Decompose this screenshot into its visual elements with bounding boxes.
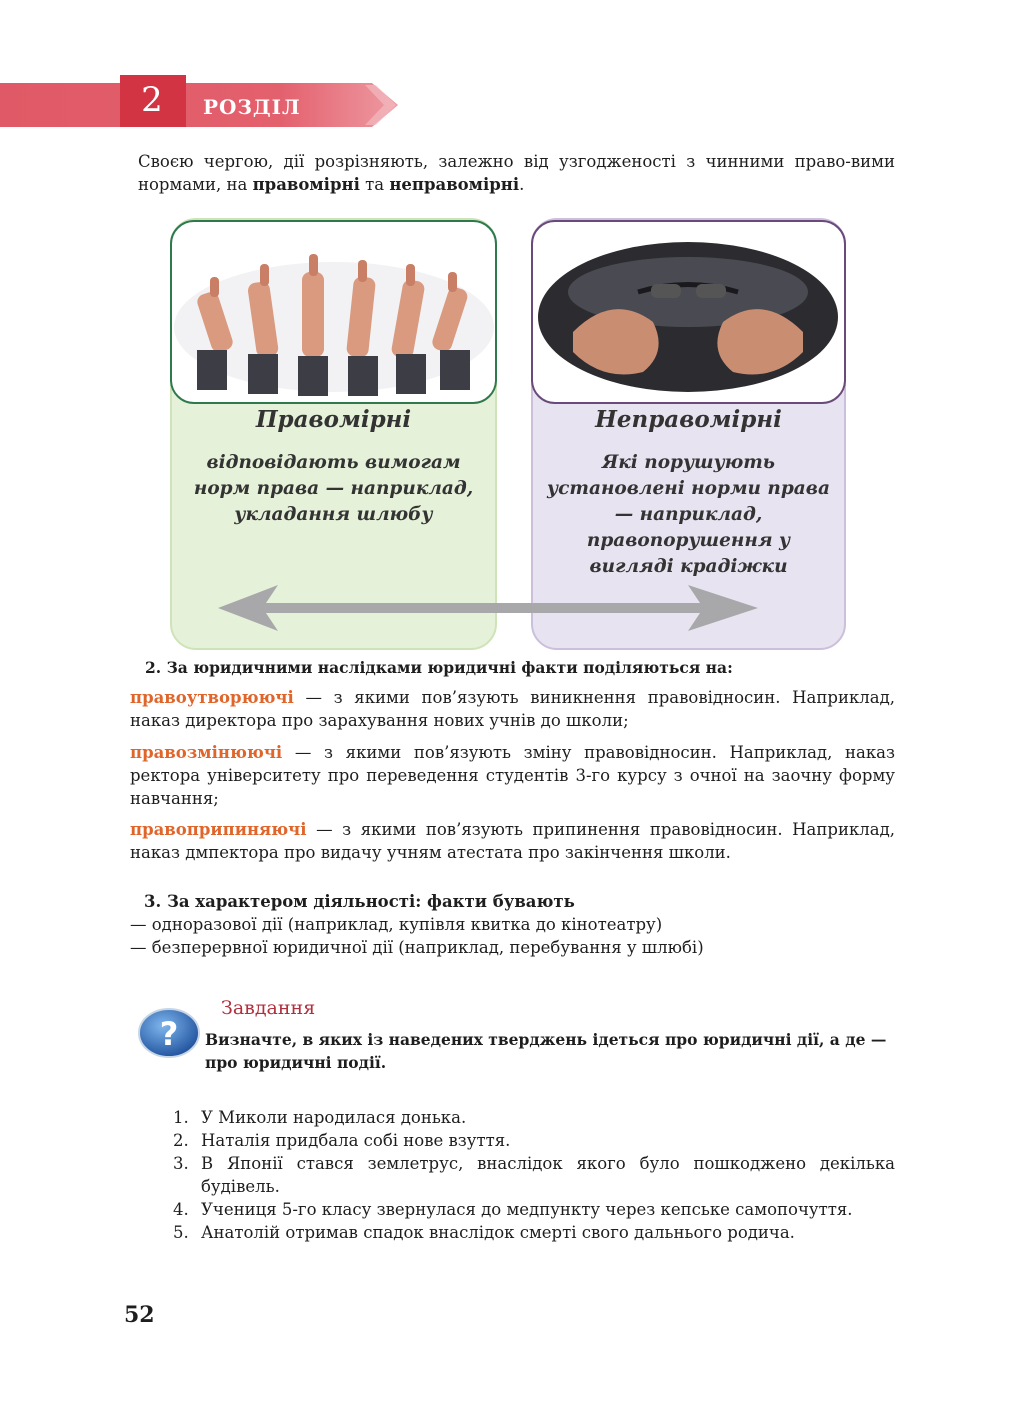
lawful-description: відповідають вимогам норм права — наприклад, укладання шлюбу xyxy=(193,452,474,525)
unlawful-description: Які порушують установлені норми права — наприклад, правопорушення у вигляді крадіжки xyxy=(547,452,830,577)
section2-item-3: правоприпиняючі — з якими пов’язують припинення правовідносин. Наприклад, наказ дмпектора про видачу учням атестата про закінчення школи. xyxy=(130,820,895,862)
list-item: 1. У Миколи народилася донька. xyxy=(173,1108,467,1127)
list-item: 4. Учениця 5-го класу звернулася до медпункту через кепське самопочуття. xyxy=(173,1200,853,1219)
chapter-band xyxy=(0,75,398,127)
section3-line-1: — одноразової дії (наприклад, купівля квитка до кінотеатру) xyxy=(130,915,663,934)
svg-text:?: ? xyxy=(159,1015,179,1053)
chapter-number: 2 xyxy=(141,80,163,120)
thumbs-up-image xyxy=(170,220,497,404)
list-item: 3. В Японії стався землетрус, внаслідок якого було пошкоджено декілька будівель. xyxy=(173,1154,895,1196)
section2-item-2: правозмінюючі — з якими пов’язують зміну правовідносин. Наприклад, наказ ректора університету про переведення студентів 3-го курсу з очної на заочну форму навчання; xyxy=(130,743,895,808)
section2-heading: 2. За юридичними наслідками юридичні факти поділяються на: xyxy=(145,658,733,677)
term-lawful: правомірні xyxy=(252,175,360,194)
handcuffs-image xyxy=(531,220,846,404)
page-number: 52 xyxy=(124,1302,155,1328)
chapter-label: РОЗДІЛ xyxy=(203,95,301,119)
task-list xyxy=(173,1106,895,1244)
section3 xyxy=(130,890,900,959)
intro-paragraph: Своєю чергою, дії розрізняють, залежно від узгодженості з чинними право-вими нормами, на правомірні та неправомірні. xyxy=(138,152,895,194)
term-unlawful: неправомірні xyxy=(389,175,520,194)
lawful-title: Правомірні xyxy=(255,406,412,433)
list-item: 5. Анатолій отримав спадок внаслідок смерті свого дальнього родича. xyxy=(173,1223,795,1242)
double-arrow-icon xyxy=(218,583,758,633)
list-item: 2. Наталія придбала собі нове взуття. xyxy=(173,1131,511,1150)
section3-line-2: — безперервної юридичної дії (наприклад, перебування у шлюбі) xyxy=(130,938,704,957)
task-title: Завдання xyxy=(221,997,316,1019)
section3-heading: 3. За характером діяльності: факти бувають xyxy=(144,892,575,911)
unlawful-title: Неправомірні xyxy=(595,406,782,433)
section2-item-1: правоутворюючі — з якими пов’язують виникнення правовідносин. Наприклад, наказ директора про зарахування нових учнів до школи; xyxy=(130,688,895,730)
task-text: Визначте, в яких із наведених тверджень ідеться про юридичні дії, а де — про юридичні події. xyxy=(205,1030,887,1072)
question-icon xyxy=(136,1003,202,1059)
